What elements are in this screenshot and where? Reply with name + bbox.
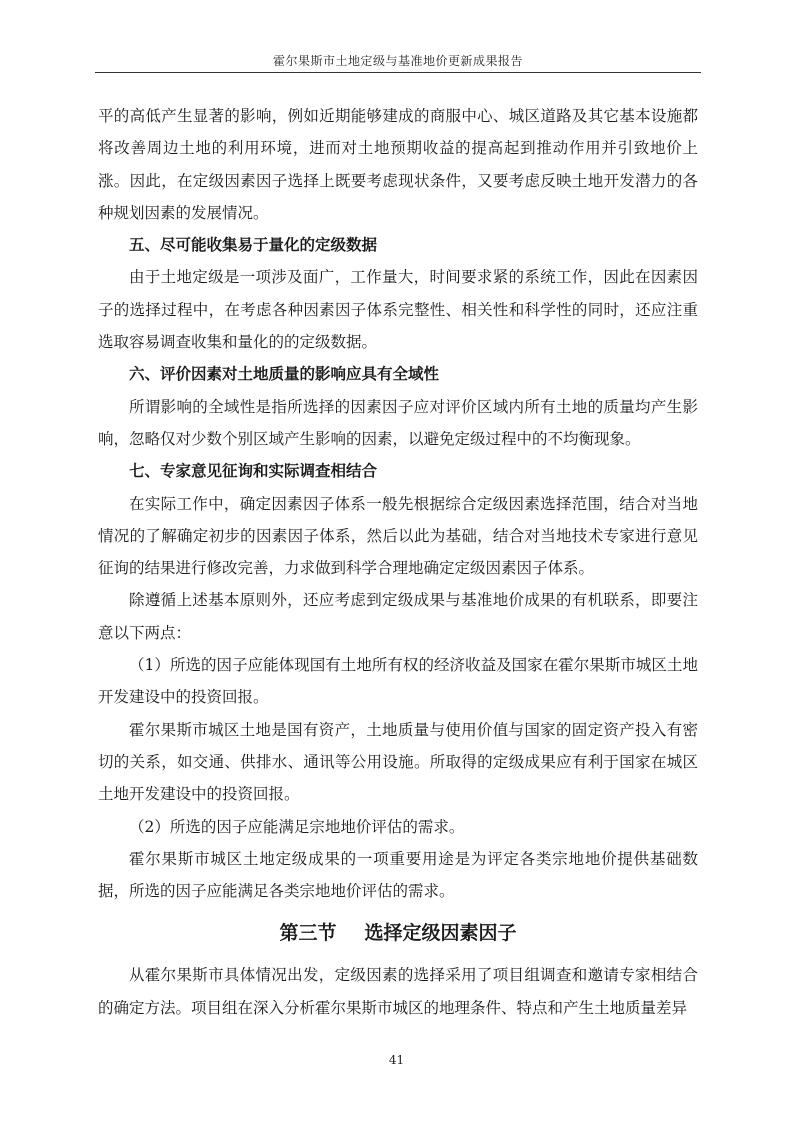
header-rule bbox=[95, 72, 701, 73]
principle-heading-7: 七、专家意见征询和实际调查相结合 bbox=[129, 461, 378, 481]
paragraph: 除遵循上述基本原则外，还应考虑到定级成果与基准地价成果的有机联系，即要注意以下两点： bbox=[98, 591, 698, 642]
section-heading bbox=[98, 913, 698, 953]
section-title: 选择定级因素因子 bbox=[364, 922, 517, 945]
principle-heading-6: 六、评价因素对土地质量的影响应具有全域性 bbox=[129, 364, 440, 384]
paragraph: 从霍尔果斯市具体情况出发，定级因素的选择采用了项目组调查和邀请专家相结合的确定方法。项目组在深入分析霍尔果斯市城区的地理条件、特点和产生土地质量差异 bbox=[98, 966, 698, 1017]
running-header: 霍尔果斯市土地定级与基准地价更新成果报告 bbox=[272, 54, 523, 68]
paragraph: 霍尔果斯市城区土地是国有资产，土地质量与使用价值与国家的固定资产投入有密切的关系，如交通、供排水、通讯等公用设施。所取得的定级成果应有利于国家在城区土地开发建设中的投资回报。 bbox=[98, 720, 698, 804]
paragraph: 在实际工作中，确定因素因子体系一般先根据综合定级因素选择范围，结合对当地情况的了解确定初步的因素因子体系，然后以此为基础，结合对当地技术专家进行意见征询的结果进行修改完善，力求做到科学合理地确定定级因素因子体系。 bbox=[98, 494, 698, 578]
paragraph: 由于土地定级是一项涉及面广，工作量大，时间要求紧的系统工作，因此在因素因子的选择过程中，在考虑各种因素因子体系完整性、相关性和科学性的同时，还应注重选取容易调查收集和量化的的定级数据。 bbox=[98, 268, 698, 352]
list-item-2: （2）所选的因子应能满足宗地地价评估的需求。 bbox=[129, 817, 465, 836]
paragraph: 所谓影响的全域性是指所选择的因素因子应对评价区域内所有土地的质量均产生影响，忽略仅对少数个别区域产生影响的因素，以避免定级过程中的不均衡现象。 bbox=[98, 397, 698, 448]
list-item-1: （1）所选的因子应能体现国有土地所有权的经济收益及国家在霍尔果斯市城区土地开发建设中的投资回报。 bbox=[98, 656, 698, 707]
section-number: 第三节 bbox=[279, 922, 337, 945]
page-number: 41 bbox=[388, 1053, 405, 1067]
paragraph: 平的高低产生显著的影响，例如近期能够建成的商服中心、城区道路及其它基本设施都将改善周边土地的利用环境，进而对土地预期收益的提高起到推动作用并引致地价上涨。因此，在定级因素因子选择上既要考虑现状条件，又要考虑反映土地开发潜力的各种规划因素的发展情况。 bbox=[98, 107, 698, 222]
principle-heading-5: 五、尽可能收集易于量化的定级数据 bbox=[129, 235, 378, 255]
page-content bbox=[98, 100, 698, 1024]
paragraph: 霍尔果斯市城区土地定级成果的一项重要用途是为评定各类宗地地价提供基础数据，所选的因子应能满足各类宗地地价评估的需求。 bbox=[98, 849, 698, 901]
